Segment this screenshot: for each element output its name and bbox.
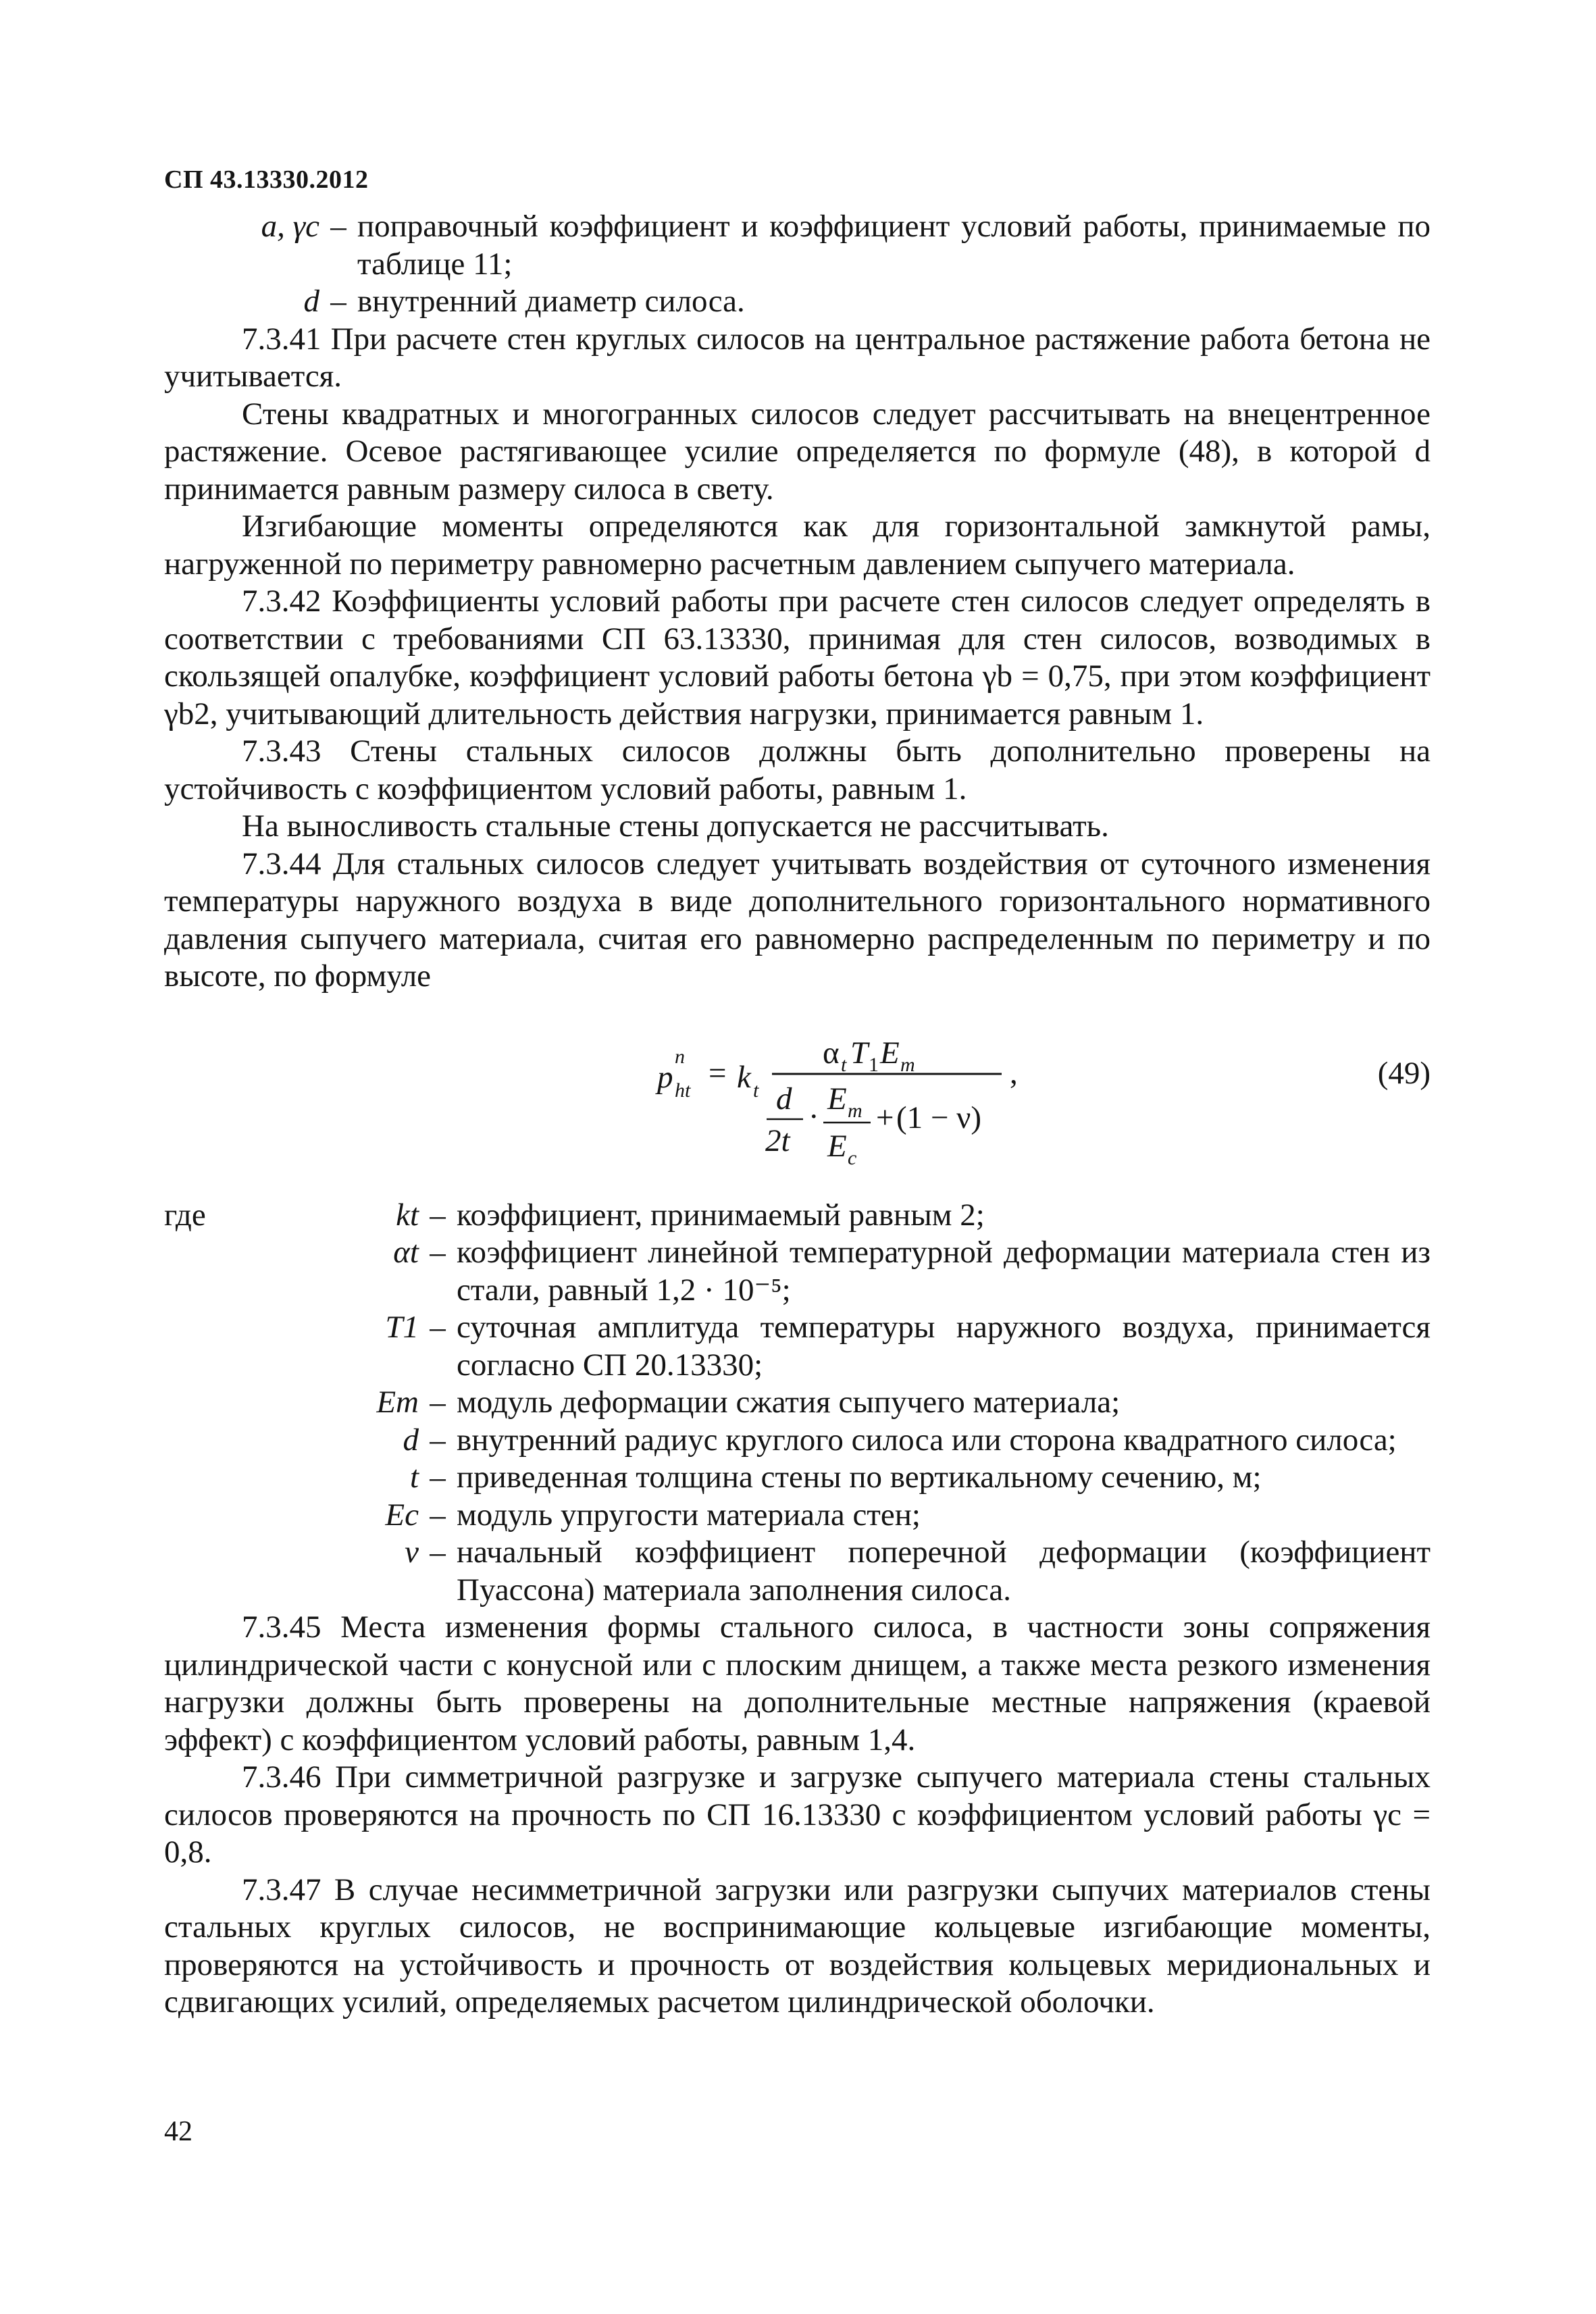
formula-coef-k: k: [737, 1059, 751, 1095]
formula-number: (49): [1377, 1055, 1431, 1091]
page-number: 42: [164, 2116, 192, 2147]
formula-graphic: [650, 1008, 1177, 1190]
definition-item: [164, 1309, 1431, 1384]
formula-den-dot: ·: [808, 1098, 819, 1134]
paragraph-bending-moments: Изгибающие моменты определяются как для горизонтальной замкнутой рамы, нагруженной по периметру равномерно расчетным давлением сыпучего материала.: [164, 509, 1431, 582]
definition-symbol: kt: [396, 1197, 419, 1233]
definition-dash: –: [430, 1535, 446, 1570]
definition-dash: –: [330, 209, 346, 244]
definition-text: приведенная толщина стены по вертикальному сечению, м;: [457, 1460, 1262, 1495]
formula-num-T: T: [850, 1035, 869, 1071]
definition-item: [164, 1497, 1431, 1535]
definition-symbol: d: [403, 1422, 419, 1458]
paragraph-7-3-43: 7.3.43 Стены стальных силосов должны быть дополнительно проверены на устойчивость с коэффициентом условий работы, равным 1.: [164, 734, 1431, 806]
paragraph-7-3-47: 7.3.47 В случае несимметричной загрузки или разгрузки сыпучих материалов стены стальных круглых силосов, не воспринимающие кольцевые изгибающие моменты, проверяются на устойчивость и прочность от воздействия кольцевых меридиональных и сдвигающих усилий, определяемых расчетом цилиндрической оболочки.: [164, 1872, 1431, 2020]
definition-item: [164, 1197, 1431, 1235]
formula-den-Em-sub: m: [848, 1099, 863, 1122]
formula-lhs-p: p: [657, 1059, 673, 1095]
definition-symbol: t: [409, 1460, 419, 1495]
definition-text: коэффициент линейной температурной деформации материала стен из стали, равный 1,2 · 10⁻⁵;: [457, 1235, 1431, 1308]
formula-lhs-sub: ht: [675, 1079, 691, 1102]
paragraph-7-3-41: 7.3.41 При расчете стен круглых силосов на центральное растяжение работа бетона не учитывается.: [164, 321, 1431, 394]
formula-lhs-sup: n: [675, 1045, 685, 1068]
definition-symbol: T1: [385, 1310, 419, 1345]
formula-den-paren: (1 − ν): [896, 1100, 982, 1135]
definition-list-a: [164, 208, 1431, 321]
definition-item: [164, 208, 1431, 283]
paragraph-7-3-44: 7.3.44 Для стальных силосов следует учитывать воздействия от суточного изменения температуры наружного воздуха в виде дополнительного горизонтального нормативного давления сыпучего материала, считая его равномерно распределенным по периметру и по высоте, по формуле: [164, 846, 1431, 994]
definition-symbol: d: [303, 284, 319, 319]
formula-num-E: E: [880, 1035, 900, 1071]
definition-dash: –: [430, 1235, 446, 1270]
definition-symbol: ν: [405, 1535, 419, 1570]
definition-item: [164, 1234, 1431, 1309]
definition-dash: –: [430, 1460, 446, 1495]
definition-text: поправочный коэффициент и коэффициент условий работы, принимаемые по таблице 11;: [357, 209, 1431, 282]
definition-dash: –: [430, 1497, 446, 1533]
formula-den-d: d: [776, 1081, 792, 1116]
definition-text: внутренний радиус круглого силоса или сторона квадратного силоса;: [457, 1422, 1397, 1458]
definition-item: [164, 1534, 1431, 1609]
formula-num-T-sub: 1: [869, 1053, 879, 1076]
definition-text: коэффициент, принимаемый равным 2;: [457, 1197, 985, 1233]
formula-den-2t: 2t: [765, 1123, 790, 1158]
definition-item: [164, 1459, 1431, 1497]
formula-num-alpha: α: [823, 1035, 840, 1071]
definition-symbol: Ec: [385, 1497, 419, 1533]
formula-coef-sub: t: [753, 1079, 759, 1102]
page-content: [164, 208, 1431, 2022]
formula-den-Ec-sub: c: [848, 1146, 857, 1169]
paragraph-square-silos: Стены квадратных и многогранных силосов следует рассчитывать на внецентренное растяжение. Осевое растягивающее усилие определяется по формуле (48), в которой d принимается равным размеру силоса в свету.: [164, 396, 1431, 507]
formula-equals: =: [709, 1055, 727, 1091]
definition-dash: –: [330, 284, 346, 319]
formula-num-E-sub: m: [900, 1053, 915, 1076]
document-code-header: СП 43.13330.2012: [164, 165, 369, 194]
definition-symbol: αt: [393, 1235, 419, 1270]
definition-text: модуль деформации сжатия сыпучего материала;: [457, 1385, 1121, 1420]
formula-den-Em: E: [827, 1081, 847, 1116]
definition-symbol: Em: [376, 1385, 419, 1420]
formula-comma: ,: [1010, 1055, 1018, 1091]
definition-dash: –: [430, 1197, 446, 1233]
paragraph-7-3-46: 7.3.46 При симметричной разгрузке и загрузке сыпучего материала стены стальных силосов проверяются на прочность по СП 16.13330 с коэффициентом условий работы γc = 0,8.: [164, 1759, 1431, 1870]
definition-text: модуль упругости материала стен;: [457, 1497, 921, 1533]
definition-dash: –: [430, 1422, 446, 1458]
definition-dash: –: [430, 1385, 446, 1420]
paragraph-7-3-45: 7.3.45 Места изменения формы стального силоса, в частности зоны сопряжения цилиндрической части с конусной или с плоским днищем, а также места резкого изменения нагрузки должны быть проверены на дополнительные местные напряжения (краевой эффект) с коэффициентом условий работы, равным 1,4.: [164, 1610, 1431, 1757]
formula-den-plus: +: [876, 1100, 894, 1135]
formula-den-Ec: E: [827, 1128, 847, 1164]
definition-item: [164, 1422, 1431, 1460]
definition-text: начальный коэффициент поперечной деформации (коэффициент Пуассона) материала заполнения силоса.: [457, 1535, 1431, 1608]
definition-list-b: [164, 1197, 1431, 1610]
definition-text: суточная амплитуда температуры наружного воздуха, принимается согласно СП 20.13330;: [457, 1310, 1431, 1383]
formula-49: [164, 1008, 1431, 1190]
formula-num-alpha-sub: t: [841, 1053, 847, 1076]
definition-item: [164, 1384, 1431, 1422]
definition-symbol: a, γc: [261, 209, 319, 244]
definition-text: внутренний диаметр силоса.: [357, 284, 745, 319]
paragraph-endurance: На выносливость стальные стены допускается не рассчитывать.: [242, 808, 1109, 844]
where-label: где: [164, 1197, 206, 1233]
definition-dash: –: [430, 1310, 446, 1345]
paragraph-7-3-42: 7.3.42 Коэффициенты условий работы при расчете стен силосов следует определять в соответствии с требованиями СП 63.13330, принимая для стен силосов, возводимых в скользящей опалубке, коэффициент условий работы бетона γb = 0,75, при этом коэффициент γb2, учитывающий длительность действия нагрузки, принимается равным 1.: [164, 584, 1431, 731]
definition-item: [164, 283, 1431, 321]
